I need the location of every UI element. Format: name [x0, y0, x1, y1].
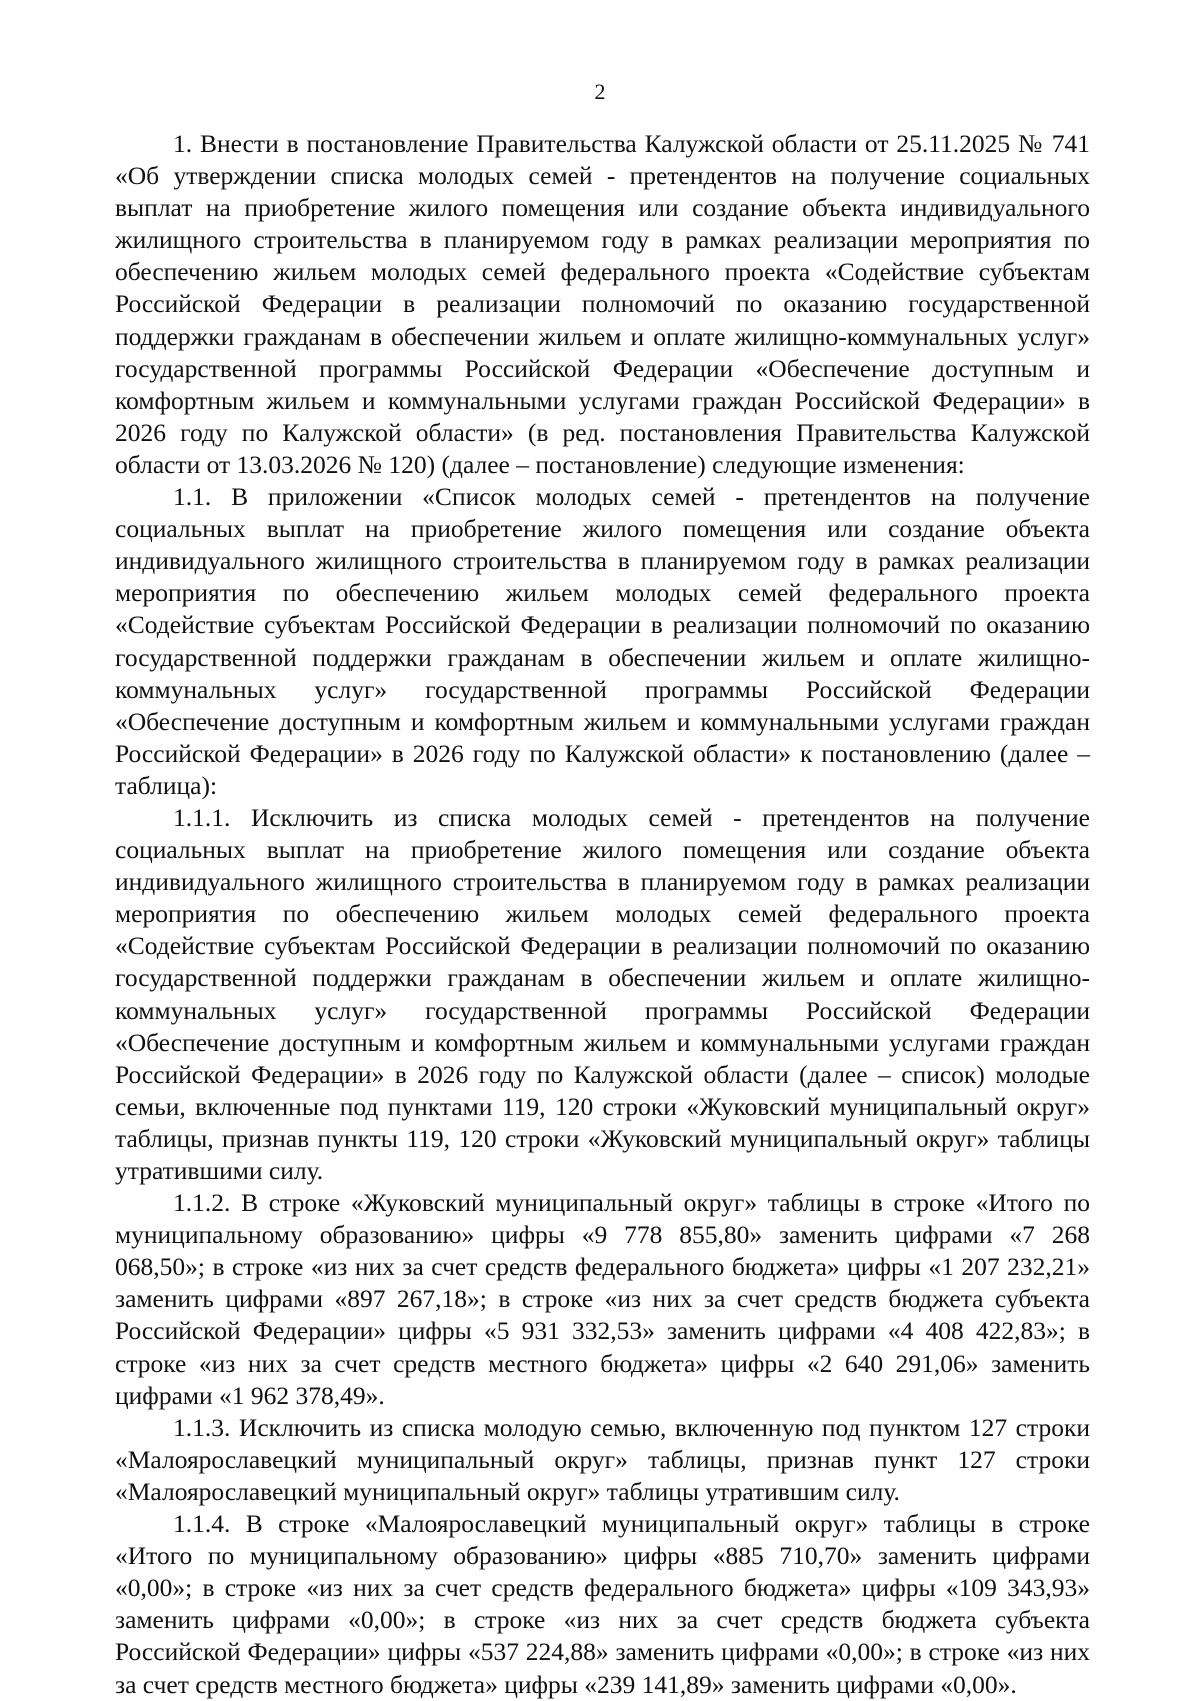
paragraph-item-1-1-2: 1.1.2. В строке «Жуковский муниципальный округ» таблицы в строке «Итого по муниципальному образованию» цифры «9 778 855,80» заменить цифрами «7 268 068,50»; в строке «из них за счет средств федерального бюджета» цифры «1 207 232,21» заменить цифрами «897 267,18»; в строке «из них за счет средств бюджета субъекта Российской Федерации» цифры «5 931 332,53» заменить цифрами «4 408 422,83»; в строке «из них за счет средств местного бюджета» цифры «2 640 291,06» заменить цифрами «1 962 378,49».: [115, 1188, 1090, 1410]
paragraph-item-1-1-4: 1.1.4. В строке «Малоярославецкий муниципальный округ» таблицы в строке «Итого по муниципальному образованию» цифры «885 710,70» заменить цифрами «0,00»; в строке «из них за счет средств федерального бюджета» цифры «109 343,93» заменить цифрами «0,00»; в строке «из них за счет средств бюджета субъекта Российской Федерации» цифры «537 224,88» заменить цифрами «0,00»; в строке «из них за счет средств местного бюджета» цифры «239 141,89» заменить цифрами «0,00».: [115, 1509, 1090, 1699]
paragraph-item-1-1: 1.1. В приложении «Список молодых семей - претендентов на получение социальных выплат на приобретение жилого помещения или создание объекта индивидуального жилищного строительства в планируемом году в рамках реализации мероприятия по обеспечению жильем молодых семей федерального проекта «Содействие субъектам Российской Федерации в реализации полномочий по оказанию государственной поддержки гражданам в обеспечении жильем и оплате жилищно-коммунальных услуг» государственной программы Российской Федерации «Обеспечение доступным и комфортным жильем и коммунальными услугами граждан Российской Федерации» в 2026 году по Калужской области» к постановлению (далее – таблица):: [115, 482, 1090, 800]
paragraph-item-1-1-1: 1.1.1. Исключить из списка молодых семей - претендентов на получение социальных выплат на приобретение жилого помещения или создание объекта индивидуального жилищного строительства в планируемом году в рамках реализации мероприятия по обеспечению жильем молодых семей федерального проекта «Содействие субъектам Российской Федерации в реализации полномочий по оказанию государственной поддержки гражданам в обеспечении жильем и оплате жилищно-коммунальных услуг» государственной программы Российской Федерации «Обеспечение доступным и комфортным жильем и коммунальными услугами граждан Российской Федерации» в 2026 году по Калужской области (далее – список) молодые семьи, включенные под пунктами 119, 120 строки «Жуковский муниципальный округ» таблицы, признав пункты 119, 120 строки «Жуковский муниципальный округ» таблицы утратившими силу.: [115, 802, 1090, 1185]
page-number: 2: [594, 79, 606, 104]
paragraph-item-1: 1. Внести в постановление Правительства Калужской области от 25.11.2025 № 741 «Об утверждении списка молодых семей - претендентов на получение социальных выплат на приобретение жилого помещения или создание объекта индивидуального жилищного строительства в планируемом году в рамках реализации мероприятия по обеспечению жильем молодых семей федерального проекта «Содействие субъектам Российской Федерации в реализации полномочий по оказанию государственной поддержки гражданам в обеспечении жильем и оплате жилищно-коммунальных услуг» государственной программы Российской Федерации «Обеспечение доступным и комфортным жильем и коммунальными услугами граждан Российской Федерации» в 2026 году по Калужской области» (в ред. постановления Правительства Калужской области от 13.03.2026 № 120) (далее – постановление) следующие изменения:: [115, 129, 1090, 479]
paragraph-item-1-1-3: 1.1.3. Исключить из списка молодую семью, включенную под пунктом 127 строки «Малоярославецкий муниципальный округ» таблицы, признав пункт 127 строки «Малоярославецкий муниципальный округ» таблицы утратившим силу.: [115, 1412, 1090, 1506]
document-body: [115, 128, 1090, 1701]
